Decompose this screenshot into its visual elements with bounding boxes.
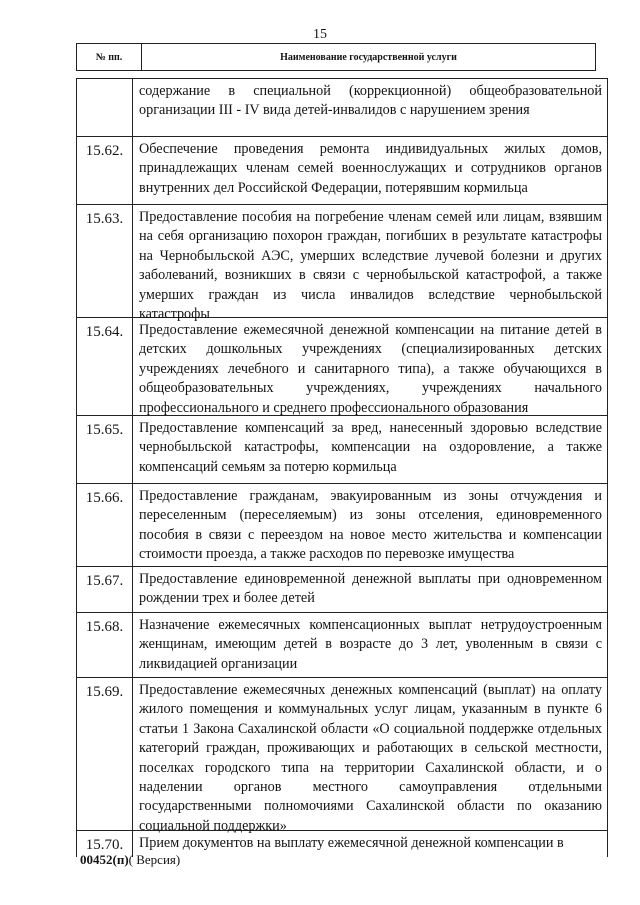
row-number: 15.70.: [77, 831, 133, 857]
table-row: [77, 567, 607, 613]
table-row: [77, 678, 607, 834]
services-table: [76, 78, 608, 857]
document-footer: [80, 852, 180, 868]
row-number: 15.65.: [77, 416, 133, 483]
table-header: [76, 43, 596, 71]
service-name: Предоставление ежемесячной денежной компенсации на питание детей в детских дошкольных учреждениях (специализированных детских учреждениях лечебного и санитарного типа), а также обучающихся в общеобразовательных учреждениях, учреждениях начального профессионального и среднего профессионального образования: [139, 322, 602, 416]
service-name: Предоставление компенсаций за вред, нанесенный здоровью вследствие чернобыльской катастрофы, компенсации на оздоровление, а также компенсаций семьям за потерю кормильца: [139, 420, 602, 475]
service-name: содержание в специальной (коррекционной) общеобразовательной организации III - IV вида детей-инвалидов с нарушением зрения: [139, 83, 602, 119]
row-number: 15.63.: [77, 205, 133, 317]
row-number: [77, 79, 133, 136]
table-row: [77, 416, 607, 484]
document-version: ( Версия): [128, 852, 181, 867]
row-number: 15.64.: [77, 318, 133, 415]
document-code: 00452(п): [80, 852, 129, 867]
service-name: Предоставление гражданам, эвакуированным из зоны отчуждения и переселенным (переселяемым) из зоны отселения, единовременного пособия в связи с переездом на новое место жительства и компенсации стоимости проезда, а также расходов по перевозке имущества: [139, 488, 602, 563]
table-row: [77, 484, 607, 567]
table-row: [77, 613, 607, 678]
header-name-label: Наименование государственной услуги: [280, 51, 457, 63]
service-name: Предоставление единовременной денежной выплаты при одновременном рождении трех и более детей: [139, 571, 602, 607]
row-number: 15.68.: [77, 613, 133, 677]
service-name: Обеспечение проведения ремонта индивидуальных жилых домов, принадлежащих членам семей военнослужащих и сотрудников органов внутренних дел Российской Федерации, потерявшим кормильца: [139, 141, 602, 196]
row-number: 15.62.: [77, 137, 133, 204]
table-row: [77, 137, 607, 205]
header-num-label: № пп.: [77, 44, 142, 70]
service-name: Предоставление пособия на погребение членам семей или лицам, взявшим на себя организацию похорон граждан, погибших в результате катастрофы на Чернобыльской АЭС, умерших вследствие лучевой болезни и других заболеваний, возникших в связи с чернобыльской катастрофой, а также умерших граждан из числа инвалидов вследствие чернобыльской катастрофы: [139, 209, 602, 323]
page-number: 15: [313, 27, 327, 42]
table-row: [77, 205, 607, 323]
row-number: 15.69.: [77, 678, 133, 830]
table-row: [77, 79, 607, 137]
table-row: [77, 318, 607, 416]
service-name: Прием документов на выплату ежемесячной денежной компенсации в: [139, 835, 564, 851]
row-number: 15.67.: [77, 567, 133, 612]
row-number: 15.66.: [77, 484, 133, 566]
service-name: Предоставление ежемесячных денежных компенсаций (выплат) на оплату жилого помещения и коммунальных услуг лицам, указанным в пункте 6 статьи 1 Закона Сахалинской области «О социальной поддержке отдельных категорий граждан, проживающих и работающих в сельской местности, поселках городского типа на территории Сахалинской области, и о наделении органов местного самоуправления отдельными государственными полномочиями Сахалинской области по оказанию социальной поддержки»: [139, 682, 602, 834]
service-name: Назначение ежемесячных компенсационных выплат нетрудоустроенным женщинам, имеющим детей в возрасте до 3 лет, уволенным в связи с ликвидацией организации: [139, 617, 602, 672]
